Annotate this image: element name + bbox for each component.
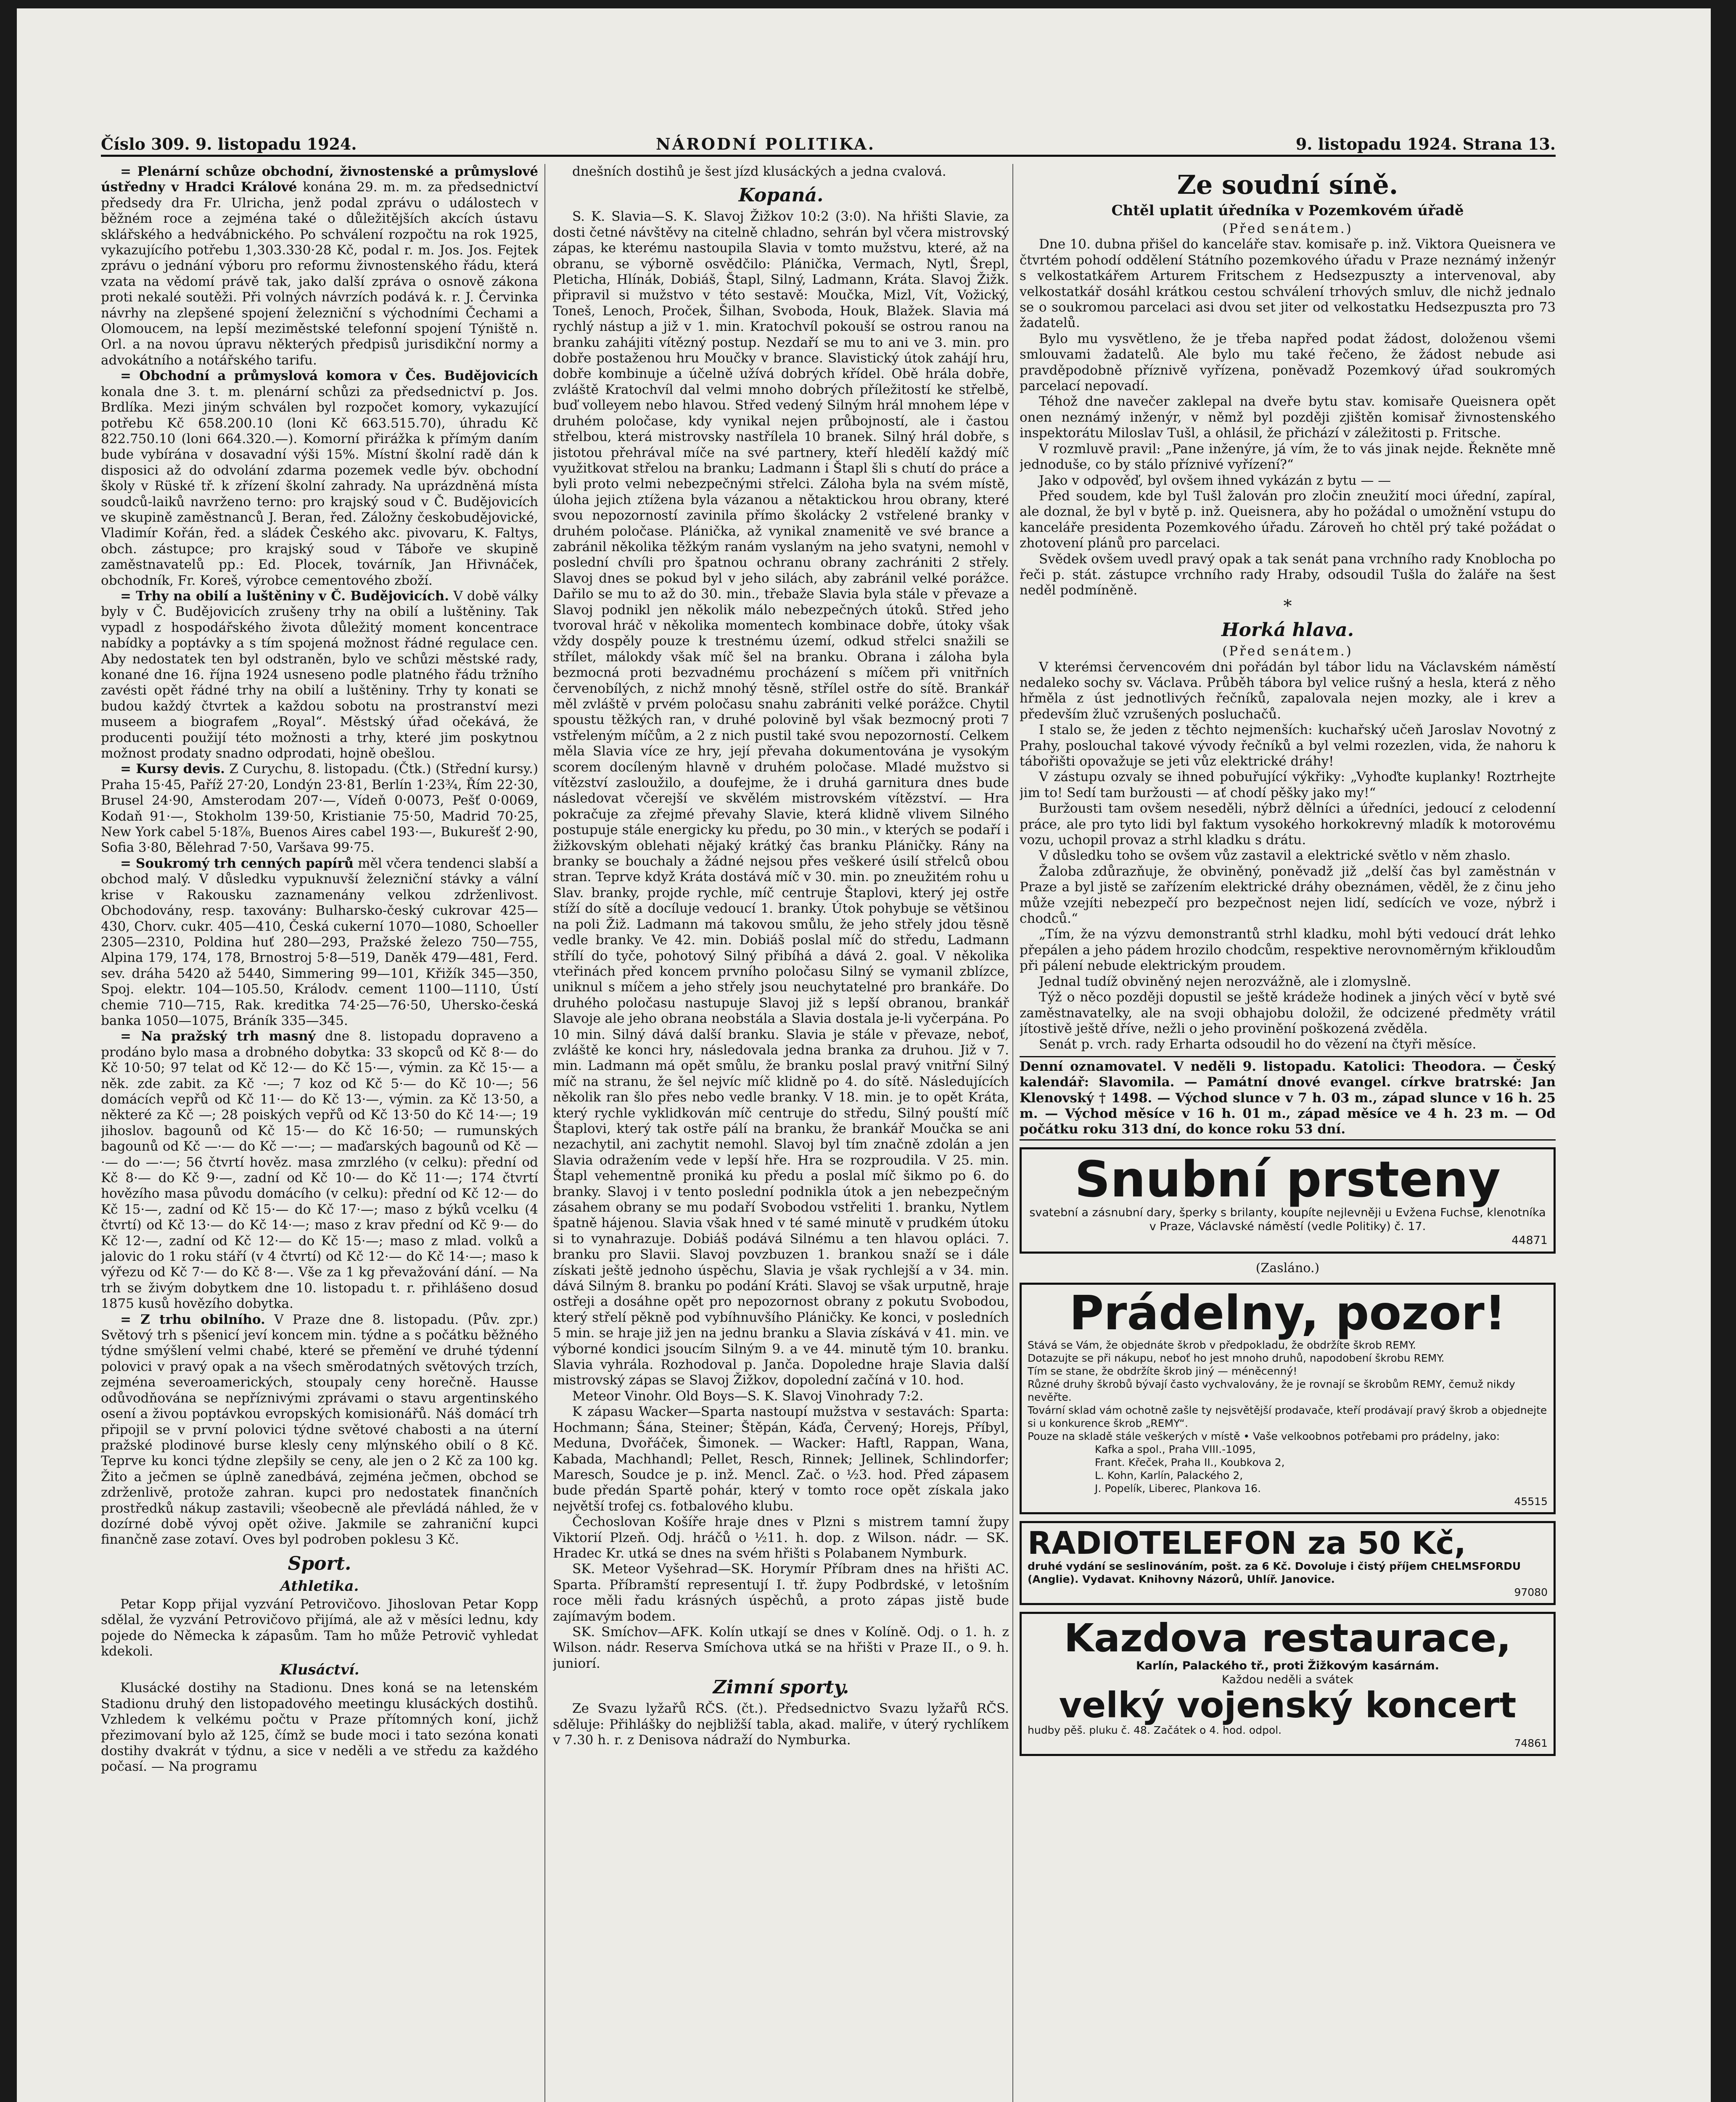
ad-title: Prádelny, pozor!	[1069, 1286, 1506, 1341]
section-heading: Kopaná.	[738, 185, 824, 206]
news-item	[553, 164, 1009, 180]
news-item	[101, 856, 538, 1029]
news-item-text: SK. Smíchov—AFK. Kolín utkají se dnes v Kolíně. Odj. o 1. h. z Wilson. nádr. Reserva Smíchova utká se na hřišti v Praze II., o 9. h. juniorí.	[553, 1624, 1009, 1671]
ad-line: Dotazujte se při nákupu, neboť ho jest mnoho druhů, napodobení škrobu REMY.	[1028, 1352, 1445, 1364]
news-item-text: Klusácké dostihy na Stadionu. Dnes koná se na letenském Stadionu druhý den listopadového meetingu klusáckých dostihů. Vzhledem k velkému počtu v Praze přítomných koní, jichž přezimovaní bylo až 125, čímž se bude moci i tato sezóna konati dostihy dvakrát v týdnu, a sice v neděli a ve středu za každého počasí. — Na programu	[101, 1680, 538, 1775]
paragraph: Dne 10. dubna přišel do kanceláře stav. komisaře p. inž. Viktora Queisnera ve čtvrtém pohodí oddělení Státního pozemkového úřadu v Praze neznámý inženýr s velkostatkářem Arturem Fritschem z Hedsezpuszty a intervenoval, aby velkostatkář dosáhl krátkou cestou schválení trhových smluv, dle nichž jednalo se o soukromou parcelaci asi dvou set jiter od velkostatku Hedsezpuszta pro 73 žadatelů.	[1020, 237, 1556, 331]
news-item	[101, 761, 538, 856]
ad-title: Kazdova restaurace,	[1064, 1616, 1511, 1661]
section-subheading: Klusáctví.	[280, 1661, 359, 1679]
daily-calendar: Denní oznamovatel. V neděli 9. listopadu. Katolici: Theodora. — Český kalendář: Slavomila. — Památní dnové evangel. církve bratrské: Jan Klenovský † 1498. — Východ slunce v 7 h. 03 m., západ slunce v 16 h. 25 m. — Východ měsíce v 16 h. 01 m., západ měsíce ve 4 h. 23 m. — Od počátku roku 313 dní, do konce roku 53 dní.	[1020, 1056, 1556, 1141]
news-item-text: V Praze dne 8. listopadu. (Pův. zpr.) Světový trh s pšenicí jeví koncem min. týdne a s počátku běžného týdne smýšlení velmi chabé, které se přemění ve druhé týdenní polovici v pravý opak a na všech směrodatných světových trzích, zejména severoamerických, stoupaly ceny horečně. Hausse odůvodňována se nepříznivými zprávami o stavu argentinského osení a živou poptávkou evropských komisionářů. Náš domácí trh připojil se v první polovici týdne světové chabosti a na úterní pražské plodinové burse klesly ceny mlýnského obilí o 8 Kč. Teprve ku konci týdne zlepšily se ceny, ale jen o 2 Kč za 100 kg. Žito a ječmen se úplně zanedbává, zejména ječmen, obchod se zdrženlivě, protože zahran. kupci pro nedostatek finančních prostředků nákup zastavili; všeobecně ale převládá náhled, že v dozírné době vývoj opět ožive. Jakmile se zahraniční kupci finančně zase zotaví. Oves byl podroben poklesu 3 Kč.	[101, 1312, 538, 1547]
ad-wedding-rings	[1020, 1147, 1556, 1254]
ad-text: hudby pěš. pluku č. 48. Začátek o 4. hod. odpol.	[1028, 1724, 1282, 1737]
section-heading: Sport.	[288, 1553, 351, 1574]
ad-line: L. Kohn, Karlín, Palackého 2,	[1095, 1469, 1243, 1481]
issue-number: Číslo 309. 9. listopadu 1924.	[101, 135, 357, 153]
news-item-text: Ze Svazu lyžařů RČS. (čt.). Předsednictvo Svazu lyžařů RČS. sděluje: Přihlášky do nejbližší tabla, akad. maliře, v úterý rychlíkem v 7.30 h. r. z Denisova nádraží do Nymburka.	[553, 1701, 1009, 1748]
paragraph: Týž o něco později dopustil se ještě krádeže hodinek a jiných věcí v bytě své zaměstnavatelky, ale na svoji obhajobu doložil, že odcizené předměty vrátil jítostivě ještě dříve, nežli o jeho provinění poškozená zvěděla.	[1020, 990, 1556, 1036]
news-item	[553, 1701, 1009, 1748]
news-item-text: V době války byly v Č. Budějovicích zrušeny trhy na obilí a luštěniny. Tak vypadl z hospodářského života důležitý moment koncentrace nabídky a poptávky a s tím spojená možnost řádné regulace cen. Aby nedostatek ten byl odstraněn, bylo ve schůzi městské rady, konané dne 16. října 1924 usneseno podle platného řádu tržního zavésti opět řádné trhy na obilí a luštěniny. Trhy ty konati se budou každý čtvrtek a každou sobotu na prostranství mezi museem a biografem „Royal“. Městský úřad očekává, že producenti použijí této možnosti a trhy, které jim poskytnou možnost prodaty snadno odprodati, hojně obešlou.	[101, 588, 538, 761]
paragraph: Před soudem, kde byl Tušl žalován pro zločin zneužití moci úřední, zapíral, ale doznal, že byl v bytě p. inž. Queisnera, aby ho požádal o umožnění vstupu do kanceláře presidenta Pozemkového úřadu. Zároveň ho chtěl prý také požádat o zhotovení plánů pro parcelaci.	[1020, 488, 1556, 551]
ad-text: Karlín, Palackého tř., proti Žižkovým kasárnám.	[1136, 1659, 1440, 1672]
ad-title: velký vojenský koncert	[1059, 1684, 1517, 1726]
ad-line: Různé druhy škrobů bývají často vychvalovány, že je rovnají se škrobům REMY, čemuž nikdy nevěřte.	[1028, 1378, 1515, 1403]
ad-title: Snubní prsteny	[1074, 1150, 1501, 1208]
article-title: Horká hlava.	[1221, 619, 1354, 641]
ad-text: Každou neděli a svátek	[1222, 1673, 1353, 1686]
news-item-text: S. K. Slavia—S. K. Slavoj Žižkov 10:2 (3:0). Na hřišti Slavie, za dosti četné návštěvy na citelně chladno, sehrán byl včera mistrovský zápas, ke kterému nastoupila Slavia v tomto mužstvu, které, až na obranu, se výborně osvědčilo: Plánička, Vermach, Nytl, Šrepl, Pleticha, Hlínák, Dobiáš, Štapl, Silný, Ladmann, Kráta. Slavoj Žižk. připravil si mužstvo v této sestavě: Moučka, Mizl, Vít, Vožický, Toneš, Lenoch, Proček, Šilhan, Svoboda, Houk, Blažek. Slavia má rychlý nástup a již v 1. min. Kratochvíl pokouší se ostrou ranou na branku zahájiti vítězný postup. Nezdaří se mu to ani ve 3. min. pro dobře postaženou hru Moučky v brance. Slavistický útok zahájí hru, dobře kombinuje a účelně užívá dobrých křídel. Obě hrála dobře, zvláště Kratochvíl dal velmi mnoho dobrých příležitostí ke střelbě, buď volleyem nebo hlavou. Střed vedený Silným hrál mnohem lépe v druhém poločase, kdy vynikal nejen průbojností, ale i častou střelbou, která mistrovsky nastřílela 10 branek. Silný hrál dobře, s jistotou přehrával míče na své partnery, kteří hledělí každý míč využitkovat střelou na branku; Ladmann i Štapl šli s chutí do práce a byli proto velmi nebezpečnými střelci. Záloha byla na svém místě, úloha jejich ztížena byla vázanou a nětaktickou hrou obrany, které svou nepozorností zavinila přímo školácky 2 vstřelené branky v druhém poločase. Plánička, až vynikal znamenitě ve své brance a zabránil několika těžkým ranám vyslaným na jeho svatyni, nemohl v poslední chvíli pro špatnou ochranu obrany zachrániti 2 střely. Slavoj dnes se pokud byl v jeho silách, aby zabránil velké porážce. Dařilo se mu to až do 30. min., třebaže Slavia byla stále v převaze a Slavoj podnikl jen několik málo nebezpečných útoků. Střed jeho tvoroval hráč v několika momentech kombinace dobře, útoky však vždy dospěly pouze k trestnému území, odkud střelci snažili se střílet, málokdy však míč šel na branku. Obrana i záloha byla bezmocná proti bezvadnému procházení s míčem při vnitřních červenobílých, z nichž mnohý těsně, střílel ostře do sítě. Brankář měl zvláště v prvém poločasu snahu zabrániti velké porážce. Chytil spoustu těžkých ran, v druhé polovině byl však bezmocný proti 7 vstřeleným míčům, a 2 z nich pustil také svou nepozorností. Celkem měla Slavia více ze hry, její převaha dokumentována je vysokým scorem docíleným hlavně v druhém poločase. Mladé mužstvo si vítězství zasloužilo, a doufejme, že i druhá garnitura dnes bude následovat včerejší ve skvělém mistrovském vítězství. — Hra pokračuje za zřejmé převahy Slavie, která klidně vlivem Silného postupuje stále energicky ku předu, po 30 min., v kterých se podaří i žižkovským oblehati nějaký krátký čas branku Pláničky. Rány na branky se bouchaly a žádné nejsou přes veškeré úsilí střelců obou stran. Teprve když Kráta dostává míč v 30. min. po zneužitém rohu u Slav. branky, projde rychle, míč centruje Štaplovi, který jej ostře stíží do sítě a docíluje vedoucí 1. branky. Útok pohybuje se většinou na poli Žiž. Ladmann má takovou smůlu, že jeho střely jdou těsně vedle branky. Ve 42. min. Dobiáš poslal míč do středu, Ladmann střílí do tyče, pohotový Silný přibíhá a dává 2. goal. V několika vteřinách před koncem prvního poločasu Silný se vymanil zblízce, uniknul s míčem a jeho střely jsou neuchytatelné pro brankáře. Do druhého poločasu nastupuje Slavoj již s lepší obranou, brankář Slavoje ale jeho obrana neobstála a Slavia dostala je-li vyčerpána. Po 10 min. Silný dává další branku. Slavia je stále v převaze, neboť, zvláště ke konci hry, následovala jedna branka za druhou. Již v 7. min. Ladmann má opět smůlu, že branku poslal pravý vnitřní Silný míč na stranu, že šel nejvíc míč klidně po 4. do sítě. Následujících několik ran šlo přes nebo vedle branky. V 18. min. je to opět Kráta, který rychle vyklidkován míč centruje do středu, Silný pouští míč Štaplovi, který tak ostře pálí na branku, že brankář Moučka se ani nezachytil, ani zachytit nemohl. Slavoj byl tím značně zdolán a jen Slavia odražením vede v lepší hře. Hra se rozproudila. V 25. min. Štapl vehementně proniká ku předu a poslal míč šikmo po 6. do branky. Slavoj i v tento poslední podnikla útok a jen nebezpečným zásahem obrany se mu podaří Svobodou vstřeliti 1. branku, Nytlem špatně hájenou. Slavia však hned v té samé minutě v prudkém útoku si to vynahrazuje. Dobiáš podává Silnému a ten hlavou opláci. 7. branku pro Slavii. Slavoj povzbuzen 1. brankou snaží se i dále získati ještě jednoho úspěchu, Slavia je však rychlejší a v 34. min. dává Silným 8. branku po podání Kráti. Slavoj se však urputně, hraje ostřeji a dosáhne opět pro nepozornost obrany z pokutu Svobodou, který střelí pěkně pod vybíhnuvšího Pláničky. Ke konci, v posledních 5 min. se hraje již jen na jednu branku a Slavia získává v 41. min. ve výborné kondici jsoucím Silným 9. a ve 44. minutě tým 10. branku. Slavia vyhrála. Rozhodoval p. Janča. Dopoledne hraje Slavia další mistrovský zápas se Slavoj Žižkov, dopolední začíná v 10. hod.	[553, 209, 1009, 1388]
ad-line: Tím se stane, že obdržíte škrob jiný — méněcenný!	[1028, 1365, 1297, 1377]
paragraph: Senát p. vrch. rady Erharta odsoudil ho do vězení na čtyři měsíce.	[1039, 1037, 1477, 1052]
section-subheading: Athletika.	[280, 1577, 359, 1595]
news-item-text: Čechoslovan Košíře hraje dnes v Plzni s mistrem tamní župy Viktorií Plzeň. Odj. hráčů o ½11. h. dop. z Wilson. nádr. — SK. Hradec Kr. utká se dnes na svém hřišti s Polabanem Nymburk.	[553, 1514, 1009, 1561]
news-item-text: SK. Meteor Vyšehrad—SK. Horymír Příbram dnes na hřišti AC. Sparta. Příbramští representují I. tř. župy Podbrdské, v letošním roce měli řadu krásných úspěchů, a proto zápas jistě bude zajímavým bodem.	[553, 1561, 1009, 1624]
column-court	[1020, 164, 1556, 2102]
news-item-lead: = Plenární schůze obchodní, živnostenské a průmyslové ústředny v Hradci Králové	[101, 164, 538, 195]
news-item-text: konána 29. m. m. za předsednictví předsedy dra Fr. Ulricha, jenž podal zprávu o událostech v běžném roce a zejména také o důležitějších akcích ústavu sklářského a hedvábnického. Po schválení rozpočtu na rok 1925, vykazujícího potřebu 1,303.330·28 Kč, podal r. m. Jos. Jos. Fejtek zprávu o jednání výboru pro reformu živnostenského řádu, která vzata na vědomí právě tak, jako další zpráva o osnově zákona proti nekalé soutěži. Při volných návrzích podává k. r. J. Červinka návrhy na zlepšené spojení železniční s východními Čechami a Olomoucem, na lepší meziměstské telefonní spojení Týniště n. Orl. a na novou úpravu některých předpisů jurisdikční normy a advokátního a notářského tarifu.	[101, 180, 538, 368]
news-item	[553, 1404, 1009, 1514]
news-item-text: Meteor Vinohr. Old Boys—S. K. Slavoj Vinohrady 7:2.	[572, 1388, 924, 1404]
ad-line: Kafka a spol., Praha VIII.-1095,	[1095, 1443, 1256, 1455]
paragraph: V důsledku toho se ovšem vůz zastavil a elektrické světlo v něm zhaslo.	[1039, 848, 1511, 864]
article-body	[1020, 237, 1556, 598]
news-item-text: Z Curychu, 8. listopadu. (Čtk.) (Střední kursy.) Praha 15·45, Paříž 27·20, Londýn 23·81, Berlín 1·23¾, Řím 22·30, Brusel 24·90, Amsterodam 207·—, Vídeň 0·0073, Pešť 0·0069, Kodaň 91·—, Stokholm 139·50, Kristianie 75·50, Madrid 70·25, New York cabel 5·18⅞, Buenos Aires cabel 193·—, Bukurešť 2·90, Sofia 3·80, Bělehrad 7·50, Varšava 99·75.	[101, 761, 538, 856]
news-item-text: K zápasu Wacker—Sparta nastoupí mužstva v sestavách: Sparta: Hochmann; Šána, Steiner; Štěpán, Káďa, Červený; Horejs, Příbyl, Meduna, Dvořáček, Šimonek. — Wacker: Haftl, Rappan, Wana, Kabada, Machhandl; Pellet, Resch, Rinnek; Jellinek, Schlindorfer; Maresch, Soudce je p. inž. Mencl. Zač. o ½3. hod. Před zápasem bude předán Spartě pohár, který v tomto roce opět získala jako největší trofej cs. fotbalového klubu.	[553, 1404, 1009, 1514]
ad-title: RADIOTELEFON za 50 Kč,	[1028, 1525, 1466, 1561]
paragraph: Téhož dne navečer zaklepal na dveře bytu stav. komisaře Queisnera opět onen neznámý inženýr, v němž byl později zjištěn komisař živnostenského inspektorátu Miloslav Tušl, a ohlásil, že přichází v záležitosti p. Fritsche.	[1020, 394, 1556, 441]
news-item	[553, 1561, 1009, 1624]
news-item	[101, 1680, 538, 1775]
news-item-lead: = Obchodní a průmyslová komora v Čes. Budějovicích	[120, 368, 538, 384]
paragraph: V rozmluvě pravil: „Pane inženýre, já vím, že to vás jinak nejde. Řekněte mně jednoduše, co by stálo příznivé vyřízení?“	[1020, 441, 1556, 473]
news-item	[101, 1029, 538, 1312]
ad-laundry	[1020, 1283, 1556, 1514]
news-item-lead: = Na pražský trh masný	[120, 1029, 316, 1044]
ad-text: svatební a zásnubní dary, šperky s brilanty, koupíte nejlevněji u Evžena Fuchse, klenotníka v Praze, Václavské náměstí (vedle Politiky) č. 17.	[1029, 1206, 1546, 1233]
paragraph: V zástupu ozvaly se ihned pobuřující výkřiky: „Vyhoďte kuplanky! Roztrhejte jim to! Sedí tam buržousti — ať chodí pěšky jako my!“	[1020, 769, 1556, 800]
news-item-text: dne 8. listopadu dopraveno a prodáno bylo masa a drobného dobytka: 33 skopců od Kč 8·— do Kč 10·50; 97 telat od Kč 12·— do Kč 15·—, výmin. za Kč 15·— a něk. zde zabit. za Kč ·—; 7 koz od Kč 5·— do Kč 10·—; 56 domácích vepřů od Kč 11·— do Kč 13·—, výmin. za Kč 13·50, a některé za Kč —; 28 poiských vepřů od Kč 13·50 do Kč 14·—; 19 jihoslov. bagounů od Kč 15·— do Kč 16·50; — rumunských bagounů od Kč —·— do Kč —·—; — maďarských bagounů od Kč —·— do —·—; 56 čtvrtí hověz. masa zmrzlého (v celku): přední od Kč 8·— do Kč 9·—, zadní od Kč 10·— do Kč 11·—; 174 čtvrtí hovězího masa původu domácího (v celku): přední od Kč 12·— do Kč 15·—, zadní od Kč 15·— do Kč 17·—; maso z býků vcelku (4 čtvrtí) od Kč 13·— do Kč 14·—; maso z krav přední od Kč 9·— do Kč 12·—, zadní od Kč 12·— do Kč 15·—; maso z mlad. volků a jalovic do 1 roku stáří (v 4 čtvrtí) od Kč 12·— do Kč 14·—; maso k výřezu od Kč 7·— do Kč 8·—. Vše za 1 kg převažování dání. — Na trh se živým dobytkem dne 10. listopadu t. r. přihlášeno dosud 1875 kusů hovězího dobytka.	[101, 1029, 538, 1312]
senat-label: (Před senátem.)	[1222, 221, 1353, 236]
news-item-lead: = Kursy devis.	[120, 761, 225, 777]
column-rule	[1012, 164, 1013, 2102]
news-item-text: Petar Kopp přijal vyzvání Petrovičovo. Jihoslovan Petar Kopp sdělal, že vyzvání Petrovičovo přijímá, ale až v měsíci lednu, kdy pojede do Německa k zápasům. Tam ho může Petrovič vyhledat kdekoli.	[101, 1596, 538, 1659]
news-item	[101, 589, 538, 761]
ad-code: 97080	[1514, 1586, 1548, 1599]
news-item	[553, 1624, 1009, 1672]
ad-line: Frant. Křeček, Praha II., Koubkova 2,	[1095, 1456, 1285, 1468]
column-rule	[544, 164, 545, 2102]
newspaper-page	[17, 8, 1711, 2102]
ad-line: Pouze na skladě stále veškerých v místě • Vaše velkoobnos potřebami pro prádelny, jako:	[1028, 1430, 1500, 1442]
news-item-text: dnešních dostihů je šest jízd klusáckých a jedna cvalová.	[572, 164, 946, 179]
paragraph: V kterémsi červencovém dni pořádán byl tábor lidu na Václavském náměstí nedaleko sochy sv. Václava. Průběh tábora byl velice rušný a hesla, která z něho hřměla z úst jednotlivých řečníků, zapalovala nejen mozky, ale i krev a především žluč vzrušených posluchačů.	[1020, 659, 1556, 722]
column-economy	[101, 164, 538, 2102]
news-item-text: měl včera tendenci slabší a obchod malý. V důsledku vypuknuvší železniční stávky a vální krise v Rakousku zaznamenány velkou zdrženlivost. Obchodovány, resp. taxovány: Bulharsko-český cukrovar 425—430, Chorv. cukr. 405—410, Česká cukerní 1070—1080, Schoeller 2305—2310, Poldina huť 280—293, Pražské železo 750—755, Alpina 179, 174, 178, Brnostroj 5·8—519, Daněk 479—481, Ferd. sev. dráha 5420 až 5440, Simmering 99—101, Křižík 345—350, Spoj. elektr. 104—105.50, Králodv. cement 1100—1110, Ústí chemie 710—715, Rak. kreditka 74·25—76·50, Uhersko-česká banka 1050—1075, Bráník 335—345.	[101, 856, 538, 1028]
ad-code: 74861	[1514, 1737, 1548, 1750]
ad-text	[1028, 1339, 1548, 1495]
section-heading: Zimní sporty.	[713, 1677, 849, 1698]
paragraph: Bylo mu vysvětleno, že je třeba napřed podat žádost, doloženou všemi smlouvami žadatelů. Ale bylo mu také řečeno, že žádost nebude asi pravděpodobně příznivě vyřízena, poněvadž Pozemkový úřad soukromých parcelací nepovadí.	[1020, 331, 1556, 394]
ad-text: druhé vydání se seslinováním, pošt. za 6 Kč. Dovoluje i čistý příjem CHELMSFORDU (Anglie). Vydavat. Knihovny Názorů, Uhlíř. Janovice.	[1028, 1560, 1521, 1586]
column-sport	[553, 164, 1009, 2102]
ad-restaurant	[1020, 1612, 1556, 1756]
news-item-lead: = Z trhu obilního.	[120, 1312, 265, 1327]
sent-in-label: (Zasláno.)	[1255, 1260, 1320, 1275]
news-item	[553, 209, 1009, 1388]
paragraph: Jednal tudíž obviněný nejen nerozvážně, ale i zlomyslně.	[1039, 974, 1411, 989]
article-title: Chtěl uplatit úředníka v Pozemkovém úřadě	[1111, 202, 1464, 219]
ad-line: J. Popelík, Liberec, Plankova 16.	[1095, 1482, 1261, 1495]
news-item	[101, 1312, 538, 1548]
news-item	[553, 1389, 1009, 1404]
senat-label: (Před senátem.)	[1222, 644, 1353, 659]
ad-code: 44871	[1511, 1233, 1548, 1247]
news-item	[553, 1514, 1009, 1561]
newspaper-title: NÁRODNÍ POLITIKA.	[656, 135, 876, 153]
news-item-lead: = Trhy na obilí a luštěniny v Č. Budějovicích.	[120, 588, 449, 604]
masthead	[101, 135, 1556, 157]
paragraph: Jako v odpověď, byl ovšem ihned vykázán z bytu — —	[1039, 473, 1391, 488]
section-heading-court: Ze soudní síně.	[1177, 169, 1398, 200]
news-item	[101, 1597, 538, 1660]
article-body	[1020, 660, 1556, 1053]
news-item-lead: = Soukromý trh cenných papírů	[120, 856, 354, 871]
ad-radiotelephone	[1020, 1521, 1556, 1606]
news-item	[101, 368, 538, 589]
paragraph: „Tím, že na výzvu demonstrantů strhl kladku, mohl býti vedoucí drát lehko přepálen a jeho pádem hrozilo chodcům, respektive nerovnoměrným křikloudům při pálení nebude elektrickým proudem.	[1020, 927, 1556, 974]
page-number: 9. listopadu 1924. Strana 13.	[1295, 135, 1556, 153]
news-item-text: konala dne 3. t. m. plenární schůzi za předsednictví p. Jos. Brdlíka. Mezi jiným schválen byl rozpočet komory, vykazující potřebu Kč 658.200.10 (loni Kč 663.515.70), úhradu Kč 822.750.10 (loni 664.320.—). Komorní přirážka k přímým daním bude vybírána v dosavadní výši 15%. Místní školní radě dán k disposici až do odvolání zdarma pozemek vedle býv. obchodní školy v Rüské tř. k zřízení školní zahrady. Na uprázdněná místa soudců-laiků navrženo terno: pro krajský soud v Č. Budějovicích ve skupině zaměstnanců J. Beran, řed. Záložny českobudějovické, Vladimír Kořán, řed. a sládek Českého akc. pivovaru, K. Faltys, obch. zástupce; pro krajský soud v Táboře ve skupině zaměstnavatelů pp.: Ed. Plocek, továrník, Jan Hřivnáček, obchodník, Fr. Koreš, výrobce cementového zboží.	[101, 384, 538, 588]
paragraph: Svědek ovšem uvedl pravý opak a tak senát pana vrchního rady Knoblocha po řeči p. stát. zástupce vrchního rady Hraby, odsoudil Tušla do žaláře na šest neděl podmíněně.	[1020, 551, 1556, 598]
ad-line: Tovární sklad vám ochotně zašle ty nejsvětější prodavače, kteří prodávají pravý škrob a objednejte si u konkurence škrob „REMY“.	[1028, 1404, 1547, 1429]
paragraph: Žaloba zdůrazňuje, že obviněný, poněvadž již „delší čas byl zaměstnán v Praze a byl jistě se zařízením elektrické dráhy obeznámen, věděl, že z činu jeho může vzejíti nebezpečí pro bezpečnost nejen lidí, sedících ve voze, nýbrž i chodců.“	[1020, 864, 1556, 927]
paragraph: Buržousti tam ovšem neseděli, nýbrž dělníci a úředníci, jedoucí z celodenní práce, ale pro tyto lidi byl faktum vysokého horkokrevný mladík k motorovému vozu, uchopil provaz a strhl kladku s drátu.	[1020, 801, 1556, 848]
ad-line: Stává se Vám, že objednáte škrob v předpokladu, že obdržíte škrob REMY.	[1028, 1339, 1416, 1351]
news-item	[101, 164, 538, 368]
ad-code: 45515	[1514, 1495, 1548, 1508]
paragraph: I stalo se, že jeden z těchto nejmenších: kuchařský učeň Jaroslav Novotný z Prahy, poslouchal takové vývody řečníků a byl velmi rozezlen, vida, že nahoru k tábořišti opovažuje se jeti vůz elektrické dráhy!	[1020, 722, 1556, 769]
separator-star: *	[1283, 596, 1292, 616]
